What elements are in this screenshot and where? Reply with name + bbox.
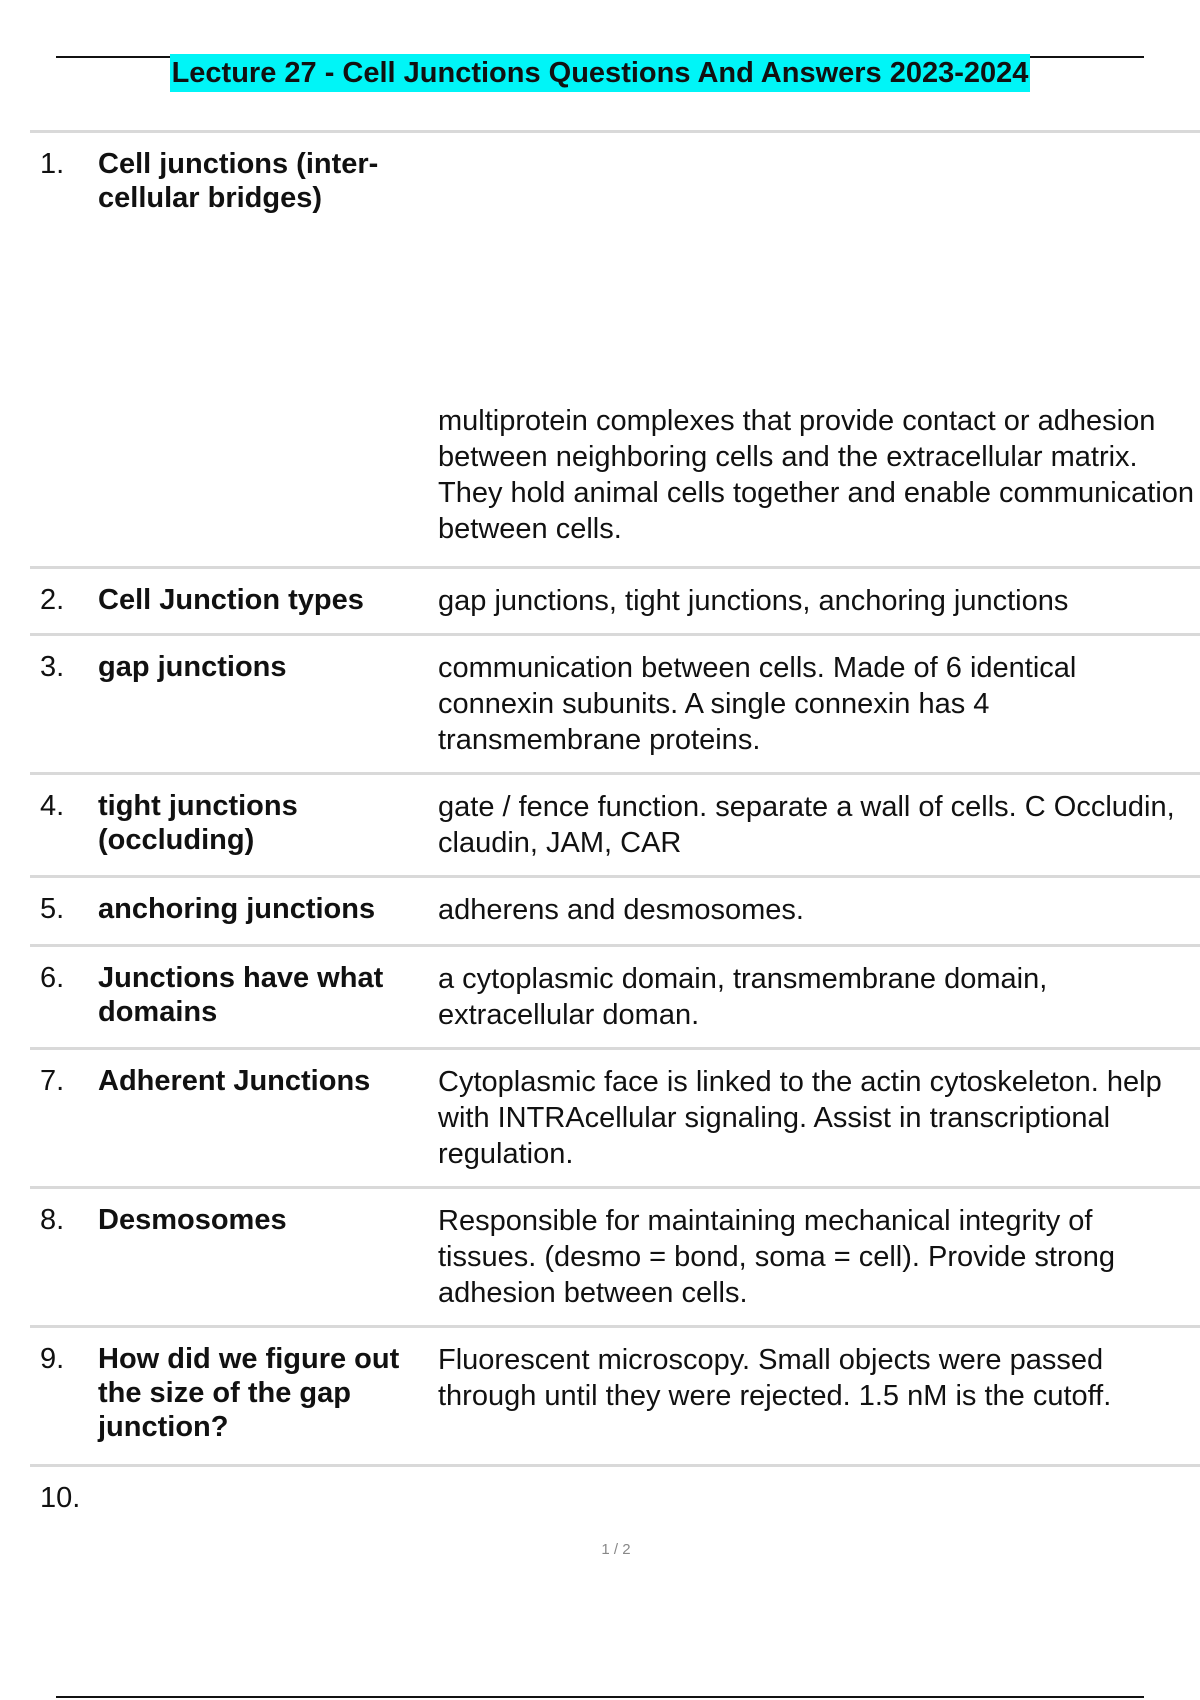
qa-row-8 — [30, 1186, 1200, 1325]
qa-row-1 — [30, 130, 1200, 566]
item-definition: a cytoplasmic domain, transmembrane domain, extracellular doman. — [438, 963, 1048, 1031]
item-definition: communication between cells. Made of 6 identical connexin subunits. A single connexin has 4 transmembrane proteins. — [438, 652, 1077, 756]
item-number: 1. — [40, 148, 65, 180]
qa-row-7 — [30, 1047, 1200, 1186]
item-number: 2. — [40, 584, 65, 616]
item-definition: Fluorescent microscopy. Small objects were passed through until they were rejected. 1.5 nM is the cutoff. — [438, 1344, 1112, 1412]
qa-table — [30, 130, 1200, 1524]
bottom-rule — [56, 1696, 1144, 1698]
qa-row-5 — [30, 875, 1200, 944]
page-indicator: 1 / 2 — [601, 1541, 631, 1558]
item-term: gap junctions — [98, 651, 287, 683]
qa-row-9 — [30, 1325, 1200, 1464]
item-term: How did we figure out the size of the gap junction? — [98, 1343, 400, 1443]
qa-row-10 — [30, 1464, 1200, 1524]
item-term: Cell Junction types — [98, 584, 364, 616]
qa-row-2 — [30, 566, 1200, 633]
item-number: 4. — [40, 790, 65, 822]
item-number: 10. — [40, 1482, 81, 1514]
item-definition: Responsible for maintaining mechanical integrity of tissues. (desmo = bond, soma = cell). Provide strong adhesion between cells. — [438, 1205, 1115, 1309]
item-definition: Cytoplasmic face is linked to the actin cytoskeleton. help with INTRAcellular signaling. Assist in transcriptional regulation. — [438, 1066, 1162, 1170]
item-term: tight junctions (occluding) — [98, 790, 298, 856]
title-container — [0, 54, 1200, 92]
item-number: 5. — [40, 893, 65, 925]
item-number: 8. — [40, 1204, 65, 1236]
item-term: Junctions have what domains — [98, 962, 384, 1028]
item-definition: adherens and desmosomes. — [438, 894, 804, 926]
item-definition: multiprotein complexes that provide contact or adhesion between neighboring cells and the extracellular matrix. They hold animal cells together and enable communication between cells. — [438, 405, 1195, 545]
item-term: Cell junctions (inter-cellular bridges) — [98, 148, 379, 214]
item-definition: gate / fence function. separate a wall of cells. C Occludin, claudin, JAM, CAR — [438, 791, 1175, 859]
item-term: Desmosomes — [98, 1204, 287, 1236]
item-number: 9. — [40, 1343, 65, 1375]
qa-row-6 — [30, 944, 1200, 1047]
item-number: 7. — [40, 1065, 65, 1097]
item-term: anchoring junctions — [98, 893, 376, 925]
qa-row-3 — [30, 633, 1200, 772]
item-number: 3. — [40, 651, 65, 683]
item-term: Adherent Junctions — [98, 1065, 371, 1097]
document-title: Lecture 27 - Cell Junctions Questions And Answers 2023-2024 — [170, 54, 1031, 92]
item-definition: gap junctions, tight junctions, anchoring junctions — [438, 585, 1069, 617]
qa-row-4 — [30, 772, 1200, 875]
item-number: 6. — [40, 962, 65, 994]
